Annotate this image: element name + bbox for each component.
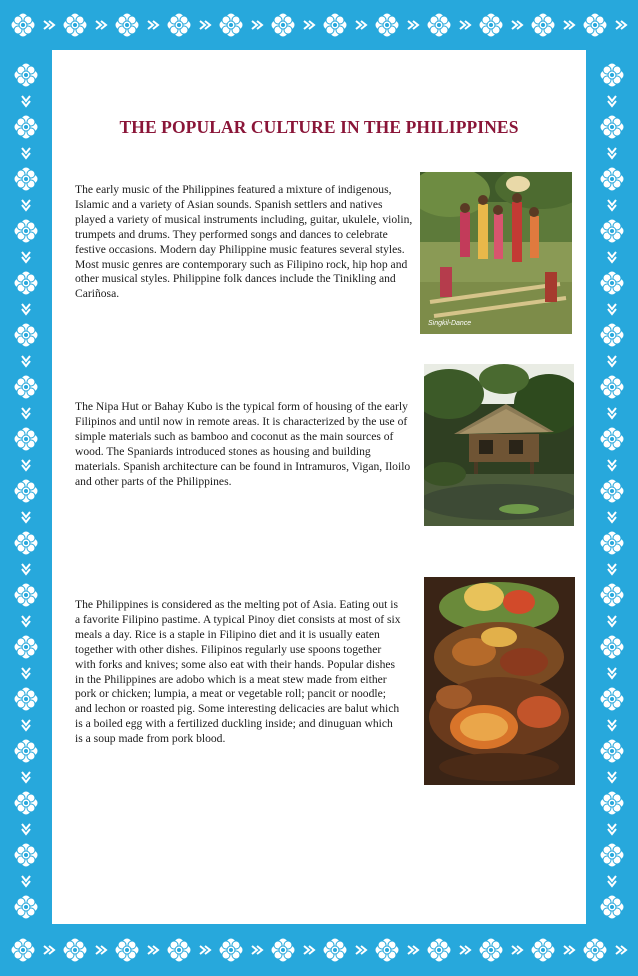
border-flower-icon: [114, 12, 140, 38]
border-chevron-icon: [605, 198, 619, 212]
food-paragraph: The Philippines is considered as the melting pot of Asia. Eating out is a favorite Filipino pastime. A typical Pinoy diet consists at most of six meals a day. Rice is a staple in Filipino diet and it is usually eaten together with other dishes. Filipinos regularly use spoons together with forks and knives; some also eat with their hands. Popular dishes in the Philippines are adobo which is a meat stew made from either pork or chicken; lumpia, a meat or vegetable roll; pancit or noodle; and lechon or roasted pig. Some interesting delicacies are balut which is a boiled egg with a fertilized duckling inside; and dinuguan which is a soup made from pork blood.: [75, 598, 401, 746]
border-chevron-icon: [19, 302, 33, 316]
border-flower-icon: [530, 937, 556, 963]
music-paragraph: The early music of the Philippines featured a mixture of indigenous, Islamic and a variety of Asian sounds. Spanish settlers and natives played a variety of musical instruments including, guitar, ukulele, violin, trumpets and drums. They performed songs and dances to celebrate festive occasions. Modern day Philippine music features several styles. Most music genres are contemporary such as Filipino rock, hip hop and other musical styles. Philippine folk dances include the Tinikling and Cariñosa.: [75, 183, 413, 301]
border-flower-icon: [13, 426, 39, 452]
border-chevron-icon: [605, 822, 619, 836]
border-flower-icon: [322, 12, 348, 38]
border-flower-icon: [218, 937, 244, 963]
border-flower-icon: [13, 634, 39, 660]
border-flower-icon: [599, 634, 625, 660]
border-flower-icon: [13, 790, 39, 816]
border-flower-icon: [582, 12, 608, 38]
border-chevron-icon: [19, 562, 33, 576]
border-flower-icon: [426, 937, 452, 963]
border-flower-icon: [13, 842, 39, 868]
border-flower-icon: [13, 114, 39, 140]
border-flower-icon: [270, 937, 296, 963]
border-chevron-icon: [19, 406, 33, 420]
border-chevron-icon: [19, 718, 33, 732]
border-chevron-icon: [605, 354, 619, 368]
border-chevron-icon: [605, 94, 619, 108]
border-flower-icon: [374, 937, 400, 963]
border-chevron-icon: [302, 18, 316, 32]
border-flower-icon: [62, 937, 88, 963]
border-chevron-icon: [605, 614, 619, 628]
border-flower-icon: [599, 374, 625, 400]
border-flower-icon: [599, 530, 625, 556]
border-chevron-icon: [605, 874, 619, 888]
border-chevron-icon: [302, 943, 316, 957]
housing-paragraph: The Nipa Hut or Bahay Kubo is the typical form of housing of the early Filipinos and until now in remote areas. It is characterized by the use of simple materials such as bamboo and coconut as the main sources of wood. The Spaniards introduced stones as housing and building materials. Spanish architecture can be found in Intramuros, Vigan, Iloilo and other parts of the Philippines.: [75, 400, 411, 488]
border-flower-icon: [166, 12, 192, 38]
border-flower-icon: [599, 686, 625, 712]
border-chevron-icon: [562, 18, 576, 32]
border-chevron-icon: [19, 458, 33, 472]
filipino-food-photo: [424, 577, 575, 785]
border-chevron-icon: [42, 18, 56, 32]
border-chevron-icon: [19, 822, 33, 836]
border-chevron-icon: [42, 943, 56, 957]
border-flower-icon: [582, 937, 608, 963]
border-chevron-icon: [19, 146, 33, 160]
border-flower-icon: [13, 218, 39, 244]
border-chevron-icon: [614, 18, 628, 32]
border-flower-icon: [114, 937, 140, 963]
border-chevron-icon: [406, 943, 420, 957]
border-chevron-icon: [19, 874, 33, 888]
border-flower-icon: [13, 166, 39, 192]
border-chevron-icon: [19, 94, 33, 108]
border-chevron-icon: [250, 18, 264, 32]
border-chevron-icon: [605, 302, 619, 316]
border-flower-icon: [13, 478, 39, 504]
border-chevron-icon: [510, 18, 524, 32]
border-flower-icon: [599, 322, 625, 348]
border-flower-icon: [270, 12, 296, 38]
border-flower-icon: [374, 12, 400, 38]
border-chevron-icon: [605, 718, 619, 732]
border-flower-icon: [599, 426, 625, 452]
border-flower-icon: [218, 12, 244, 38]
border-flower-icon: [599, 166, 625, 192]
border-chevron-icon: [614, 943, 628, 957]
border-flower-icon: [478, 12, 504, 38]
border-flower-icon: [599, 478, 625, 504]
border-chevron-icon: [510, 943, 524, 957]
border-flower-icon: [599, 738, 625, 764]
border-flower-icon: [13, 686, 39, 712]
border-chevron-icon: [562, 943, 576, 957]
border-chevron-icon: [19, 770, 33, 784]
border-flower-icon: [599, 270, 625, 296]
border-chevron-icon: [146, 18, 160, 32]
border-flower-icon: [599, 894, 625, 920]
border-flower-icon: [13, 270, 39, 296]
border-chevron-icon: [19, 354, 33, 368]
border-flower-icon: [599, 790, 625, 816]
border-chevron-icon: [605, 770, 619, 784]
border-chevron-icon: [605, 146, 619, 160]
border-chevron-icon: [605, 250, 619, 264]
border-chevron-icon: [605, 458, 619, 472]
border-flower-icon: [13, 582, 39, 608]
border-flower-icon: [13, 322, 39, 348]
border-flower-icon: [62, 12, 88, 38]
border-flower-icon: [599, 62, 625, 88]
border-chevron-icon: [19, 510, 33, 524]
border-chevron-icon: [19, 198, 33, 212]
border-flower-icon: [599, 582, 625, 608]
border-flower-icon: [478, 937, 504, 963]
border-chevron-icon: [94, 943, 108, 957]
border-chevron-icon: [354, 943, 368, 957]
nipa-hut-photo: [424, 364, 574, 526]
border-flower-icon: [322, 937, 348, 963]
border-flower-icon: [530, 12, 556, 38]
folk-dance-photo: [420, 172, 572, 334]
border-flower-icon: [166, 937, 192, 963]
border-flower-icon: [13, 530, 39, 556]
border-chevron-icon: [250, 943, 264, 957]
border-chevron-icon: [354, 18, 368, 32]
border-chevron-icon: [605, 666, 619, 680]
border-flower-icon: [13, 894, 39, 920]
border-chevron-icon: [605, 510, 619, 524]
border-flower-icon: [13, 374, 39, 400]
border-flower-icon: [13, 62, 39, 88]
border-flower-icon: [10, 12, 36, 38]
border-chevron-icon: [146, 943, 160, 957]
border-chevron-icon: [458, 18, 472, 32]
border-chevron-icon: [198, 18, 212, 32]
photo-caption: Singkil-Dance: [428, 320, 472, 327]
page-title: THE POPULAR CULTURE IN THE PHILIPPINES: [119, 116, 519, 137]
border-chevron-icon: [19, 666, 33, 680]
border-chevron-icon: [19, 614, 33, 628]
border-chevron-icon: [198, 943, 212, 957]
border-flower-icon: [10, 937, 36, 963]
border-chevron-icon: [458, 943, 472, 957]
border-chevron-icon: [605, 406, 619, 420]
border-chevron-icon: [406, 18, 420, 32]
border-flower-icon: [599, 114, 625, 140]
border-flower-icon: [426, 12, 452, 38]
border-chevron-icon: [19, 250, 33, 264]
border-chevron-icon: [94, 18, 108, 32]
border-flower-icon: [599, 842, 625, 868]
border-chevron-icon: [605, 562, 619, 576]
border-flower-icon: [13, 738, 39, 764]
border-flower-icon: [599, 218, 625, 244]
